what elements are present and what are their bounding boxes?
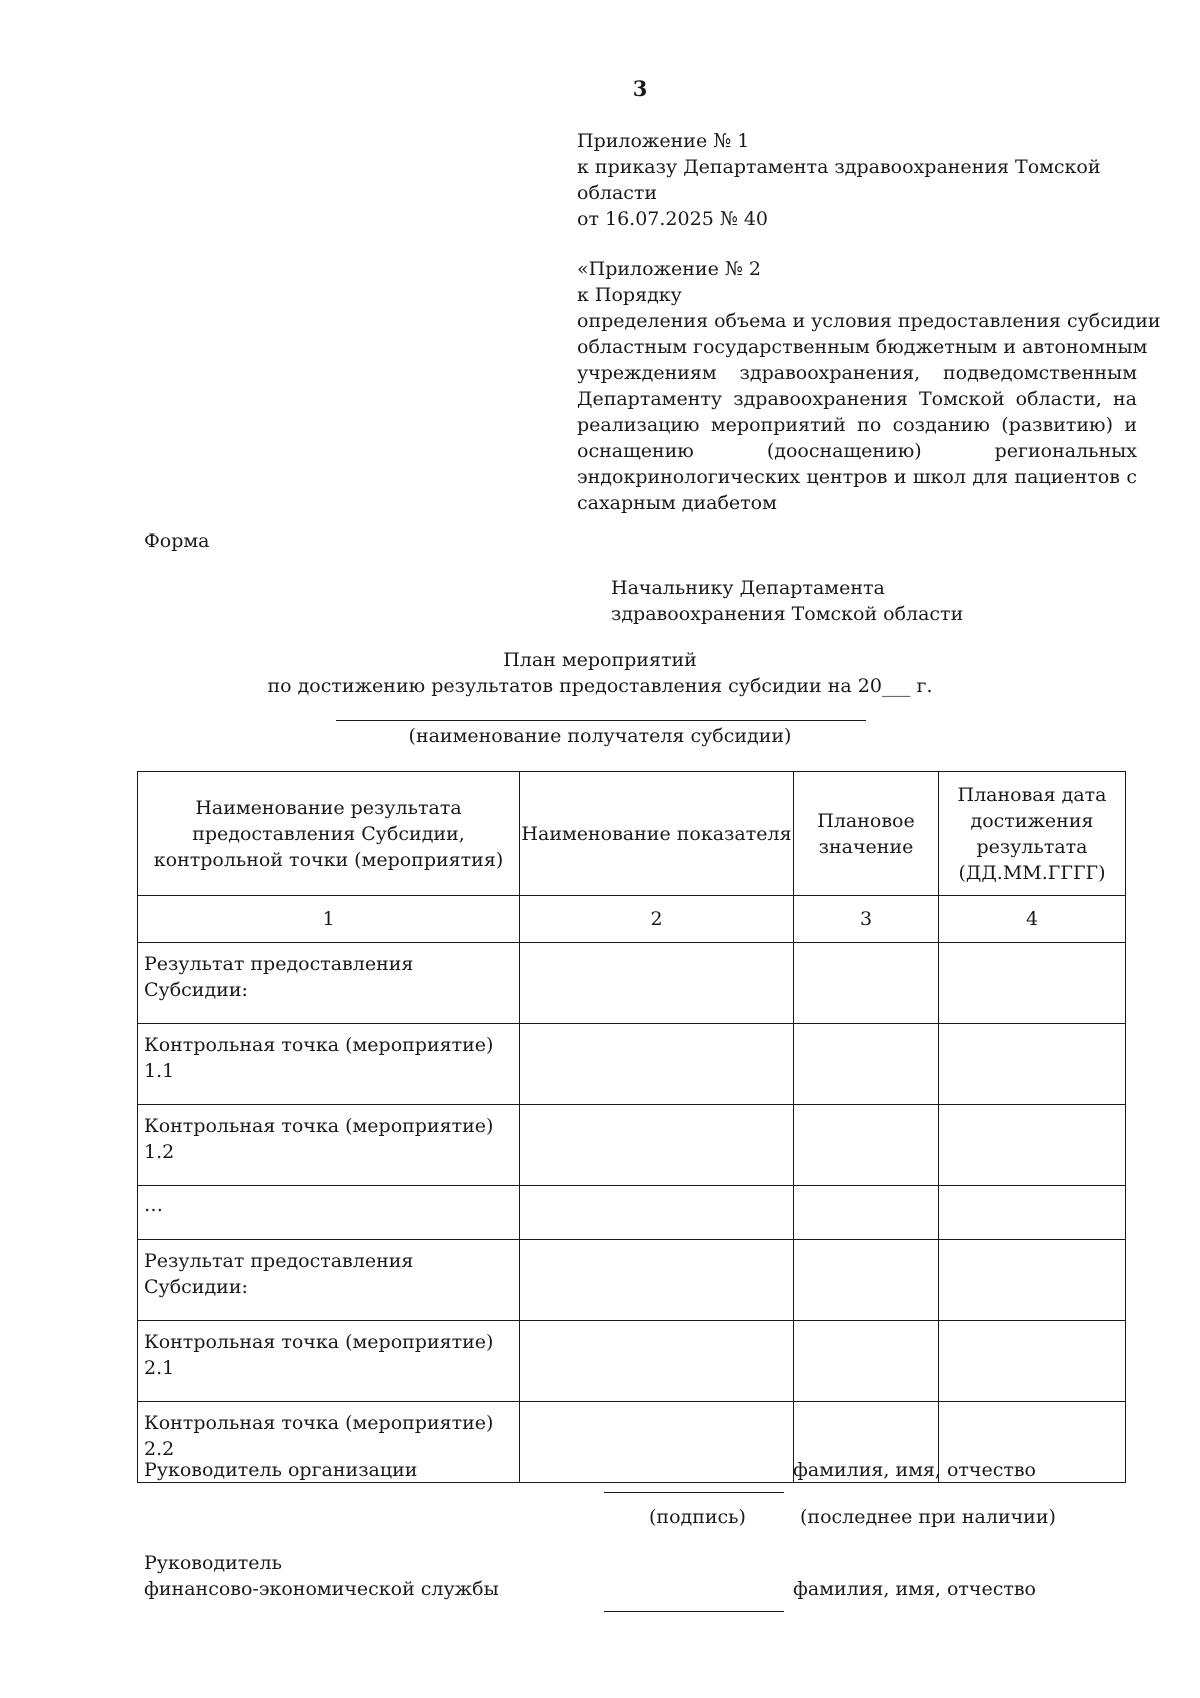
plan-subtitle: по достижению результатов предоставления субсидии на 20___ г. [267,675,933,697]
row-label: Результат предоставления Субсидии: [138,943,520,1024]
indicator-cell[interactable] [520,1402,794,1483]
header-line: Плановая дата [957,783,1107,806]
appendix-2-line: реализацию мероприятий по созданию (развитию) и [577,414,1137,436]
column-number-row [138,896,1126,943]
table-row [138,943,1126,1024]
header-cell [939,772,1126,896]
table-row [138,1186,1126,1240]
form-label: Форма [144,530,210,552]
planned-value-cell[interactable] [794,1186,939,1240]
appendix-2-line: Департаменту здравоохранения Томской области, на [577,388,1137,410]
header-cell [138,772,520,896]
planned-date-cell[interactable] [939,1240,1126,1321]
planned-date-cell[interactable] [939,943,1126,1024]
header-line: Наименование показателя [521,822,792,845]
header-line: Плановое [817,809,915,832]
table-row [138,1105,1126,1186]
planned-value-cell[interactable] [794,1105,939,1186]
planned-date-cell[interactable] [939,1321,1126,1402]
signature-line[interactable] [604,1611,784,1612]
addressee-line: Начальнику Департамента [611,577,885,599]
fin-head-label: финансово-экономической службы [144,1578,499,1600]
indicator-cell[interactable] [520,1186,794,1240]
appendix-1-line: области [577,182,658,204]
appendix-2-line: к Порядку [577,284,682,306]
plan-title: План мероприятий [503,649,697,671]
appendix-2-line: сахарным диабетом [577,492,777,514]
planned-value-cell[interactable] [794,1024,939,1105]
recipient-name-line [336,720,866,721]
signature-line[interactable] [604,1492,784,1493]
header-line: контрольной точки (мероприятия) [153,848,504,871]
column-number: 1 [138,896,520,943]
appendix-2-line: «Приложение № 2 [577,258,761,280]
indicator-cell[interactable] [520,1024,794,1105]
appendix-2-line: учреждениям здравоохранения, подведомственным [577,362,1137,384]
header-line: достижения [970,809,1094,832]
header-cell [794,772,939,896]
appendix-2-line: областным государственным бюджетным и автономным [577,336,1148,358]
row-label: Контрольная точка (мероприятие) 2.2 [138,1402,520,1483]
table-row [138,1024,1126,1105]
row-label: … [138,1186,520,1240]
planned-date-cell[interactable] [939,1105,1126,1186]
row-label: Контрольная точка (мероприятие) 1.2 [138,1105,520,1186]
fin-head-label: Руководитель [144,1552,282,1574]
row-label: Результат предоставления Субсидии: [138,1240,520,1321]
table-row [138,1321,1126,1402]
page-number: 3 [632,76,648,101]
row-label: Контрольная точка (мероприятие) 2.1 [138,1321,520,1402]
row-label: Контрольная точка (мероприятие) 1.1 [138,1024,520,1105]
planned-value-cell[interactable] [794,943,939,1024]
plan-table [137,771,1126,1483]
planned-date-cell[interactable] [939,1186,1126,1240]
header-line: результата [976,835,1088,858]
last-name-note: (последнее при наличии) [800,1506,1056,1528]
header-line: (ДД.ММ.ГГГГ) [958,861,1106,884]
indicator-cell[interactable] [520,1321,794,1402]
header-line: предоставления Субсидии, [192,822,465,845]
appendix-2-line: эндокринологических центров и школ для пациентов с [577,466,1137,488]
fio-label: фамилия, имя, отчество [793,1578,1036,1600]
header-cell [520,772,794,896]
org-head-label: Руководитель организации [144,1459,418,1481]
indicator-cell[interactable] [520,1105,794,1186]
signature-caption: (подпись) [649,1506,746,1528]
addressee-line: здравоохранения Томской области [611,603,964,625]
table-row [138,1240,1126,1321]
fio-label: фамилия, имя, отчество [793,1459,1036,1481]
planned-date-cell[interactable] [939,1024,1126,1105]
appendix-1-line: к приказу Департамента здравоохранения Томской [577,156,1101,178]
recipient-caption: (наименование получателя субсидии) [408,725,792,747]
appendix-1-line: Приложение № 1 [577,130,750,152]
header-text [138,795,519,873]
planned-value-cell[interactable] [794,1321,939,1402]
column-number: 3 [794,896,939,943]
indicator-cell[interactable] [520,943,794,1024]
column-number: 4 [939,896,1126,943]
header-line: Наименование результата [195,796,462,819]
table-header-row [138,772,1126,896]
header-line: значение [818,835,914,858]
column-number: 2 [520,896,794,943]
indicator-cell[interactable] [520,1240,794,1321]
planned-value-cell[interactable] [794,1240,939,1321]
appendix-2-line: оснащению (дооснащению) региональных [577,440,1137,462]
appendix-2-line: определения объема и условия предоставления субсидии [577,310,1161,332]
appendix-1-date-line: от 16.07.2025 № 40 [577,208,769,230]
